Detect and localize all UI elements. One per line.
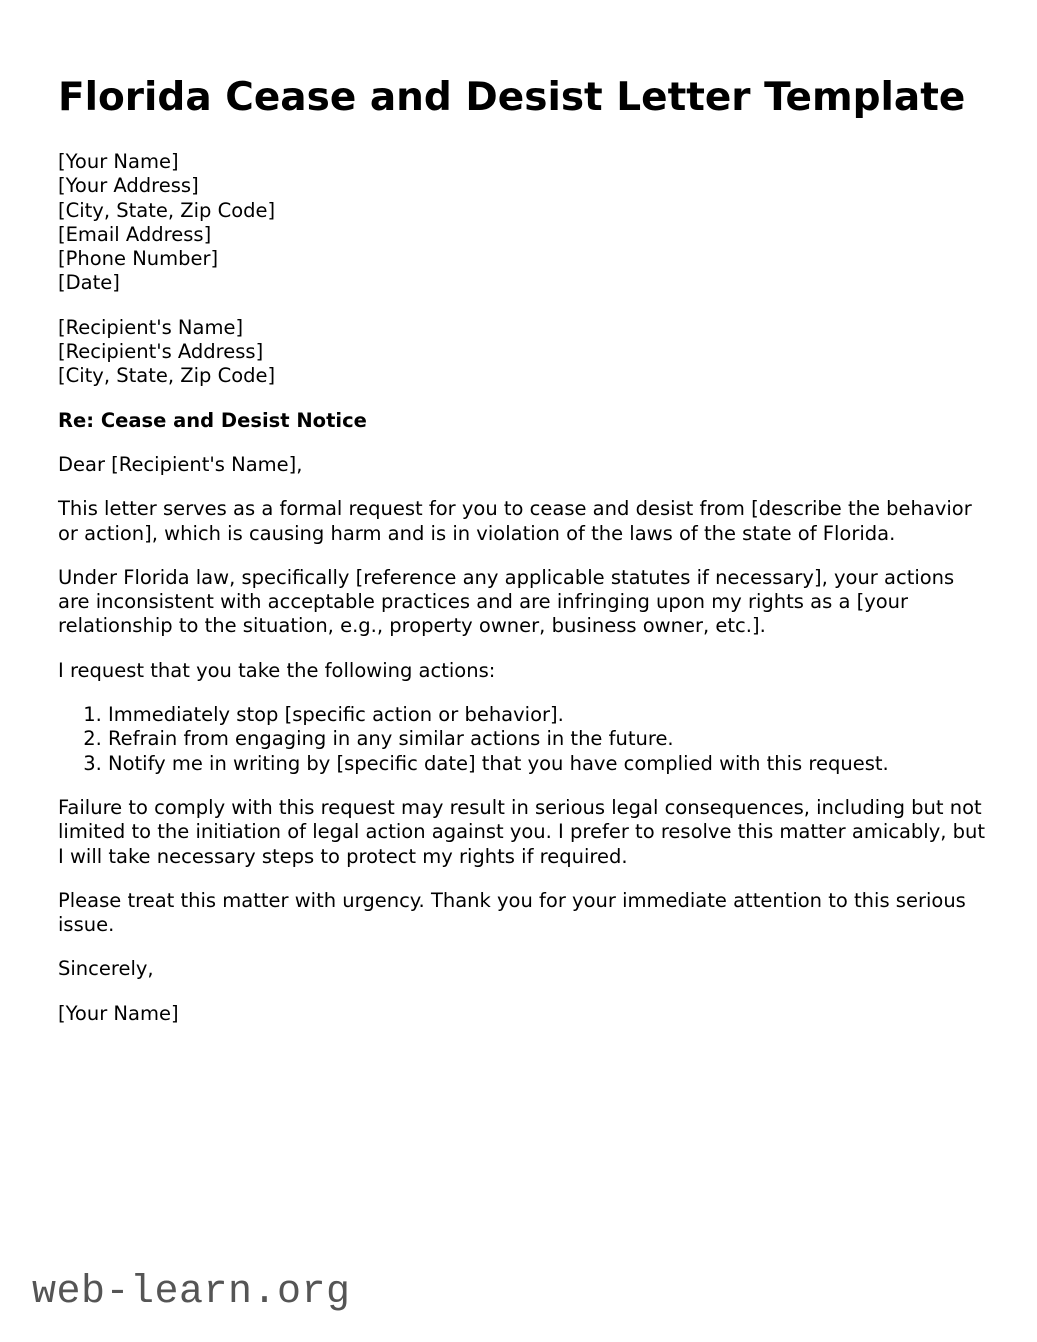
body-paragraph: This letter serves as a formal request for you to cease and desist from [describe the behavior or action], which is causing harm and is in violation of the laws of the state of Florida. bbox=[58, 497, 972, 545]
recipient-address-block bbox=[58, 316, 988, 389]
sender-email: [Email Address] bbox=[58, 222, 212, 246]
letter-document bbox=[58, 74, 988, 1046]
action-item: 3. Notify me in writing by [specific date] that you have complied with this request. bbox=[108, 752, 988, 776]
body-paragraph: Please treat this matter with urgency. Thank you for your immediate attention to this serious issue. bbox=[58, 888, 966, 937]
sender-city: [City, State, Zip Code] bbox=[58, 198, 276, 222]
sender-phone: [Phone Number] bbox=[58, 247, 219, 271]
body-paragraph: I request that you take the following actions: bbox=[58, 658, 496, 682]
letter-date: [Date] bbox=[58, 271, 120, 295]
action-item: 1. Immediately stop [specific action or behavior]. bbox=[108, 703, 988, 727]
signoff: Sincerely, bbox=[58, 957, 154, 981]
salutation: Dear [Recipient's Name], bbox=[58, 452, 303, 476]
watermark: web-learn.org bbox=[32, 1270, 351, 1315]
action-item: 2. Refrain from engaging in any similar actions in the future. bbox=[108, 727, 988, 751]
sender-name: [Your Name] bbox=[58, 150, 179, 173]
recipient-name: [Recipient's Name] bbox=[58, 315, 244, 339]
document-title: Florida Cease and Desist Letter Template bbox=[58, 75, 966, 120]
signature: [Your Name] bbox=[58, 1001, 179, 1025]
body-paragraph: Under Florida law, specifically [reference any applicable statutes if necessary], your actions are inconsistent with acceptable practices and are infringing upon my rights as a [your relationship to the situation, e.g., property owner, business owner, etc.]. bbox=[58, 565, 955, 638]
sender-address: [Your Address] bbox=[58, 174, 199, 198]
action-list bbox=[58, 703, 988, 776]
body-paragraph: Failure to comply with this request may result in serious legal consequences, including but not limited to the initiation of legal action against you. I prefer to resolve this matter amicably, but I will take necessary steps to protect my rights if required. bbox=[58, 795, 986, 868]
recipient-address: [Recipient's Address] bbox=[58, 340, 264, 364]
subject-line: Re: Cease and Desist Notice bbox=[58, 408, 367, 432]
recipient-city: [City, State, Zip Code] bbox=[58, 364, 276, 388]
sender-address-block bbox=[58, 150, 988, 296]
